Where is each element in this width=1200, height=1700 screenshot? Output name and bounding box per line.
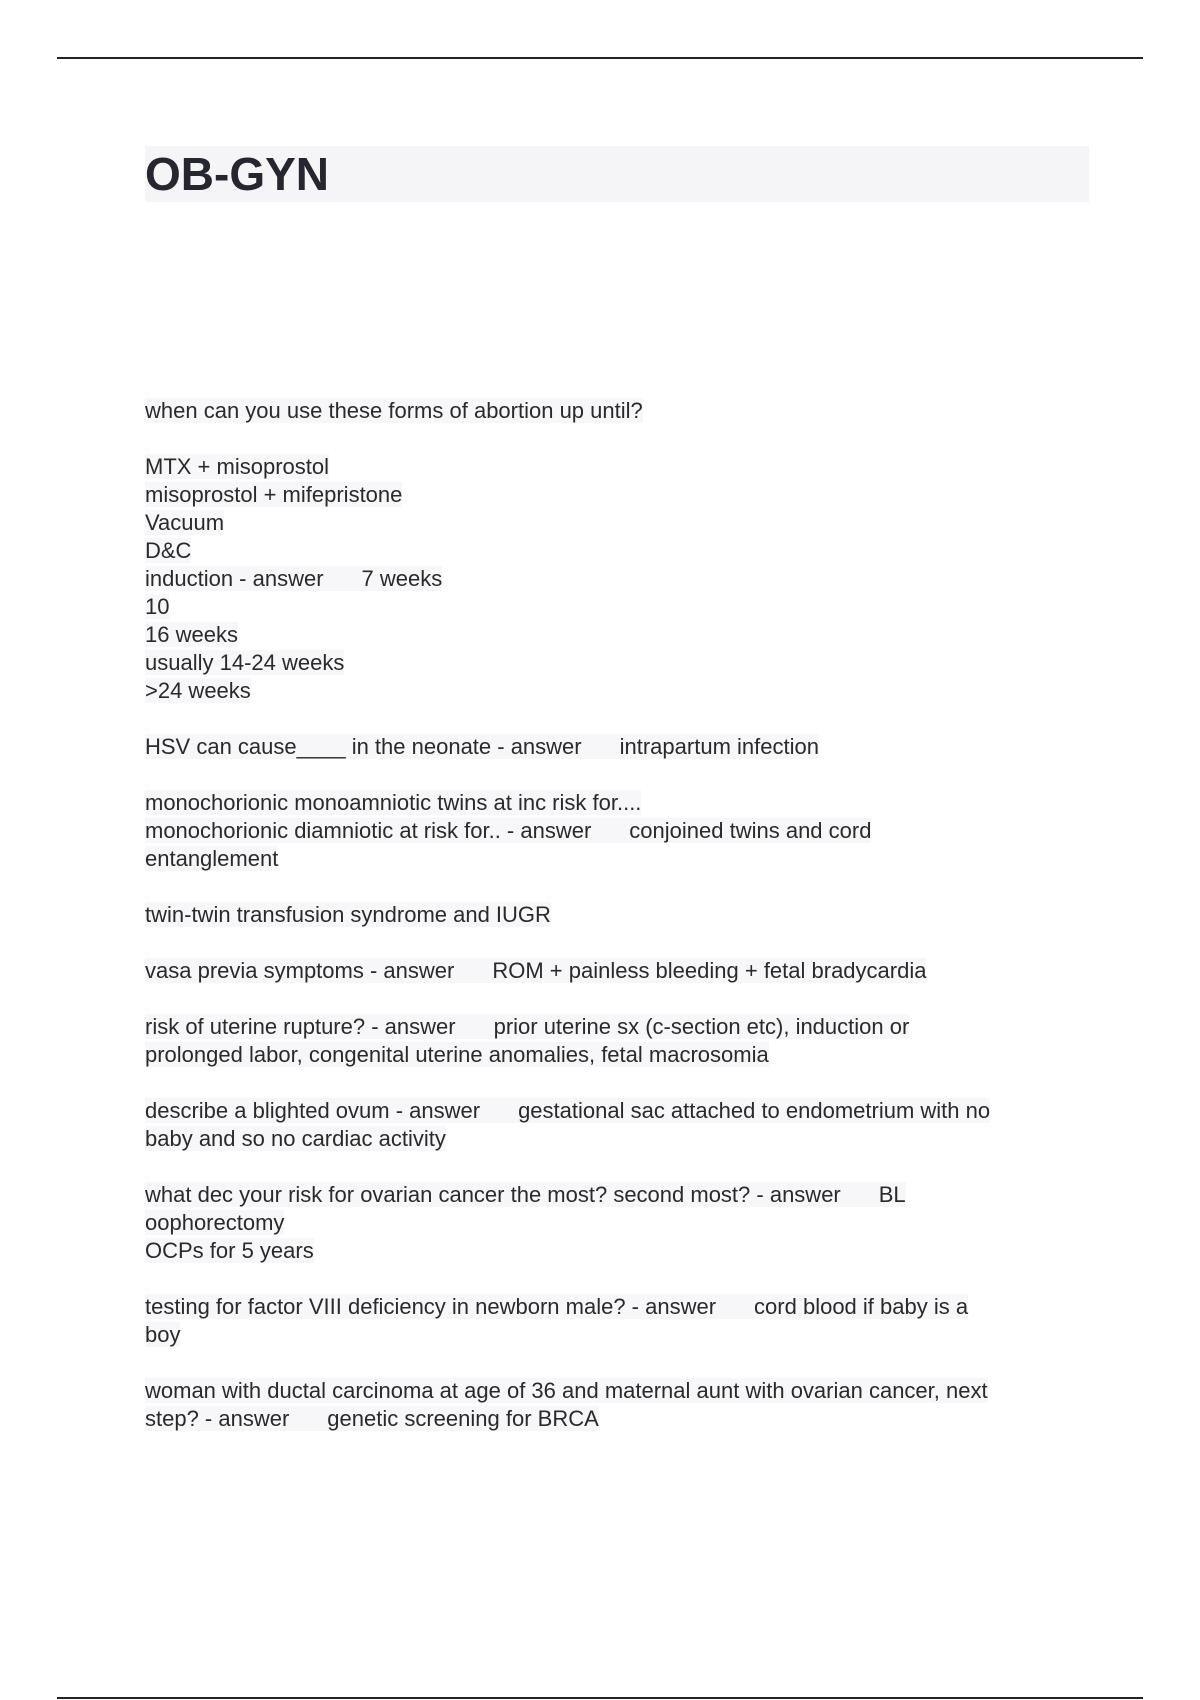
question-text: vasa previa symptoms - answer xyxy=(145,958,455,983)
answer-line: >24 weeks xyxy=(145,678,251,703)
answer-line: OCPs for 5 years xyxy=(145,1238,314,1263)
answer-text: 7 weeks xyxy=(361,566,443,591)
answer-line: entanglement xyxy=(145,846,279,871)
answer-line: prolonged labor, congenital uterine anomalies, fetal macrosomia xyxy=(145,1042,769,1067)
answer-line: twin-twin transfusion syndrome and IUGR xyxy=(145,902,551,927)
flashcard xyxy=(145,733,1085,761)
answer-text: gestational sac attached to endometrium with no xyxy=(518,1098,991,1123)
answer-line: usually 14-24 weeks xyxy=(145,650,345,675)
answer-text: ROM + painless bleeding + fetal bradycardia xyxy=(492,958,927,983)
question-text: monochorionic diamniotic at risk for.. - answer xyxy=(145,818,592,843)
answer-line: oophorectomy xyxy=(145,1210,285,1235)
flashcard xyxy=(145,789,1085,873)
top-rule xyxy=(57,57,1143,59)
answer-line: 10 xyxy=(145,594,170,619)
flashcard xyxy=(145,1181,1085,1265)
bottom-rule xyxy=(57,1697,1143,1699)
answer-text: prior uterine sx (c-section etc), induction or xyxy=(493,1014,910,1039)
question-line: MTX + misoprostol xyxy=(145,454,329,479)
question-line: Vacuum xyxy=(145,510,225,535)
question-text: HSV can cause____ in the neonate - answer xyxy=(145,734,582,759)
question-text: risk of uterine rupture? - answer xyxy=(145,1014,456,1039)
question-line: D&C xyxy=(145,538,192,563)
answer-line: 16 weeks xyxy=(145,622,238,647)
answer-text: genetic screening for BRCA xyxy=(327,1406,599,1431)
question-line: when can you use these forms of abortion up until? xyxy=(145,398,643,423)
flashcard xyxy=(145,957,1085,985)
answer-block xyxy=(145,901,1085,929)
flashcard xyxy=(145,453,1085,705)
answer-line: baby and so no cardiac activity xyxy=(145,1126,446,1151)
document-title: OB-GYN xyxy=(145,148,329,200)
question-line: misoprostol + mifepristone xyxy=(145,482,403,507)
answer-text: BL xyxy=(878,1182,906,1207)
document-body xyxy=(145,397,1085,1461)
answer-text: cord blood if baby is a xyxy=(754,1294,969,1319)
question-text: step? - answer xyxy=(145,1406,290,1431)
question-text: describe a blighted ovum - answer xyxy=(145,1098,481,1123)
flashcard xyxy=(145,1293,1085,1349)
question-text: testing for factor VIII deficiency in newborn male? - answer xyxy=(145,1294,717,1319)
question-block xyxy=(145,397,1085,425)
answer-text: conjoined twins and cord xyxy=(629,818,872,843)
flashcard xyxy=(145,1013,1085,1069)
flashcard xyxy=(145,1097,1085,1153)
question-line: woman with ductal carcinoma at age of 36 and maternal aunt with ovarian cancer, next xyxy=(145,1378,988,1403)
question-text: induction - answer xyxy=(145,566,324,591)
answer-text: intrapartum infection xyxy=(619,734,819,759)
answer-line: boy xyxy=(145,1322,181,1347)
flashcard xyxy=(145,1377,1085,1433)
question-line: monochorionic monoamniotic twins at inc risk for.... xyxy=(145,790,642,815)
question-text: what dec your risk for ovarian cancer the most? second most? - answer xyxy=(145,1182,841,1207)
